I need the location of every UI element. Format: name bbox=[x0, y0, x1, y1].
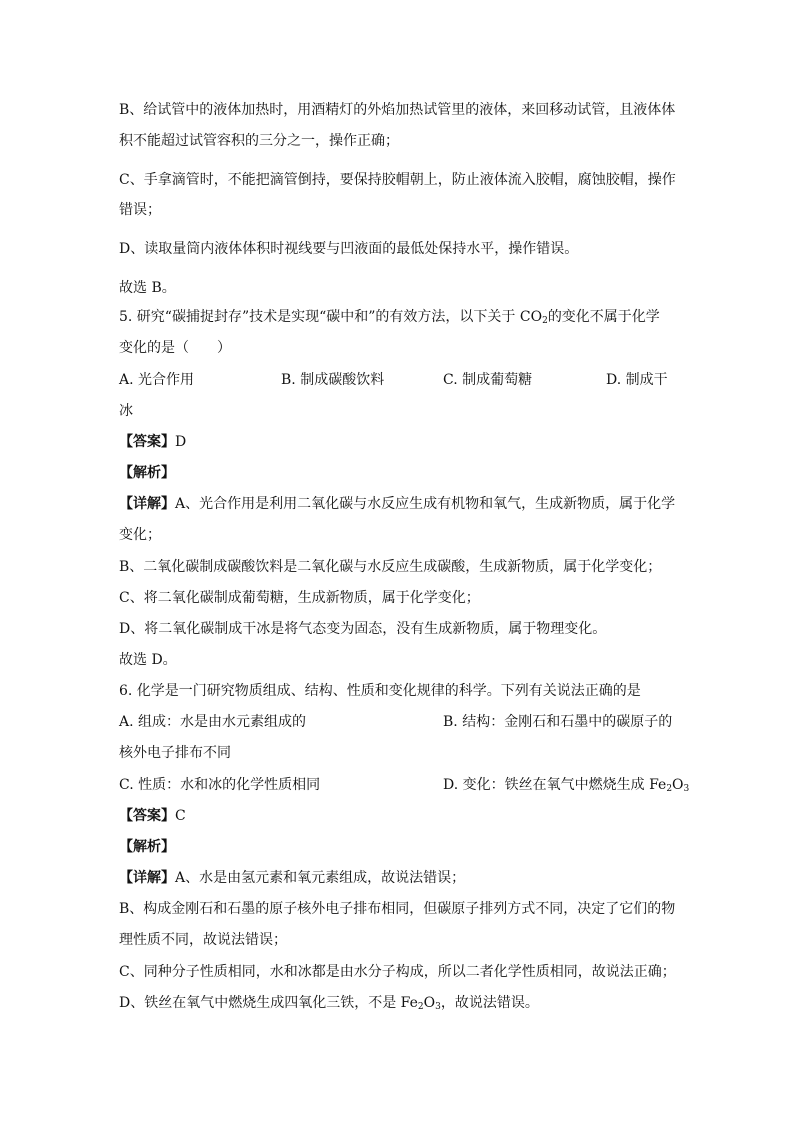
q5-option-d-cont: 冰 bbox=[119, 403, 133, 419]
q6-option-d: D. 变化：铁丝在氧气中燃烧生成 $Fe_2O_3$ bbox=[443, 777, 690, 794]
answer-value: D bbox=[175, 434, 187, 450]
q5-answer bbox=[119, 432, 186, 452]
q5-stem-line2: 变化的是（ ） bbox=[119, 340, 231, 356]
q4-explanation-d: D、读取量筒内液体体积时视线要与凹液面的最低处保持水平，操作错误。 bbox=[119, 241, 579, 257]
q4-explanation-b-line2: 积不能超过试管容积的三分之一，操作正确； bbox=[119, 133, 399, 149]
q4-explanation-c-line1: C、手拿滴管时，不能把滴管倒持，要保持胶帽朝上，防止液体流入胶帽，腐蚀胶帽，操作 bbox=[119, 172, 676, 188]
q5-explanation-a-line1: 【详解】A、光合作用是利用二氧化碳与水反应生成有机物和氧气，生成新物质，属于化学 bbox=[119, 496, 676, 512]
q5-stem-line1: 5. 研究“碳捕捉封存”技术是实现“碳中和”的有效方法，以下关于 $CO_2$的变化不属于化学 bbox=[119, 309, 660, 326]
q4-conclusion: 故选 B。 bbox=[119, 280, 176, 296]
q6-option-b-cont: 核外电子排布不同 bbox=[119, 745, 231, 761]
q4-explanation-c-line2: 错误； bbox=[119, 202, 161, 218]
q6-option-a: A. 组成：水是由水元素组成的 bbox=[119, 714, 307, 730]
q5-option-b: B. 制成碳酸饮料 bbox=[281, 372, 385, 388]
q5-option-a: A. 光合作用 bbox=[119, 372, 195, 388]
q6-explanation-b-line2: 理性质不同，故说法错误； bbox=[119, 932, 287, 948]
q4-explanation-b-line1: B、给试管中的液体加热时，用酒精灯的外焰加热试管里的液体，来回移动试管，且液体体 bbox=[119, 102, 676, 118]
answer-value: C bbox=[175, 808, 186, 824]
detail-tag: 【详解】 bbox=[119, 870, 175, 886]
q6-explanation-d: D、铁丝在氧气中燃烧生成四氧化三铁，不是 $Fe_2O_3$，故说法错误。 bbox=[119, 995, 539, 1012]
answer-tag: 【答案】 bbox=[119, 808, 175, 824]
q5-option-c: C. 制成葡萄糖 bbox=[443, 372, 533, 388]
q5-conclusion: 故选 D。 bbox=[119, 652, 177, 668]
q6-answer bbox=[119, 806, 186, 826]
q5-analysis-tag: 【解析】 bbox=[119, 465, 175, 481]
q5-explanation-a-line2: 变化； bbox=[119, 527, 161, 543]
q6-option-c: C. 性质：水和冰的化学性质相同 bbox=[119, 777, 321, 793]
q6-option-b: B. 结构：金刚石和石墨中的碳原子的 bbox=[443, 714, 673, 730]
q6-stem: 6. 化学是一门研究物质组成、结构、性质和变化规律的科学。下列有关说法正确的是 bbox=[119, 683, 641, 699]
q5-explanation-d: D、将二氧化碳制成干冰是将气态变为固态，没有生成新物质，属于物理变化。 bbox=[119, 621, 607, 637]
answer-tag: 【答案】 bbox=[119, 434, 175, 450]
q6-analysis-tag: 【解析】 bbox=[119, 839, 175, 855]
q6-explanation-a: 【详解】A、水是由氢元素和氧元素组成，故说法错误； bbox=[119, 870, 466, 886]
q6-explanation-b-line1: B、构成金刚石和石墨的原子核外电子排布相同，但碳原子排列方式不同，决定了它们的物 bbox=[119, 901, 676, 917]
q5-explanation-c: C、将二氧化碳制成葡萄糖，生成新物质，属于化学变化； bbox=[119, 590, 480, 606]
q5-option-d: D. 制成干 bbox=[606, 372, 668, 388]
q5-explanation-b: B、二氧化碳制成碳酸饮料是二氧化碳与水反应生成碳酸，生成新物质，属于化学变化； bbox=[119, 559, 662, 575]
detail-tag: 【详解】 bbox=[119, 496, 175, 512]
q6-explanation-c: C、同种分子性质相同，水和冰都是由水分子构成，所以二者化学性质相同，故说法正确； bbox=[119, 964, 676, 980]
